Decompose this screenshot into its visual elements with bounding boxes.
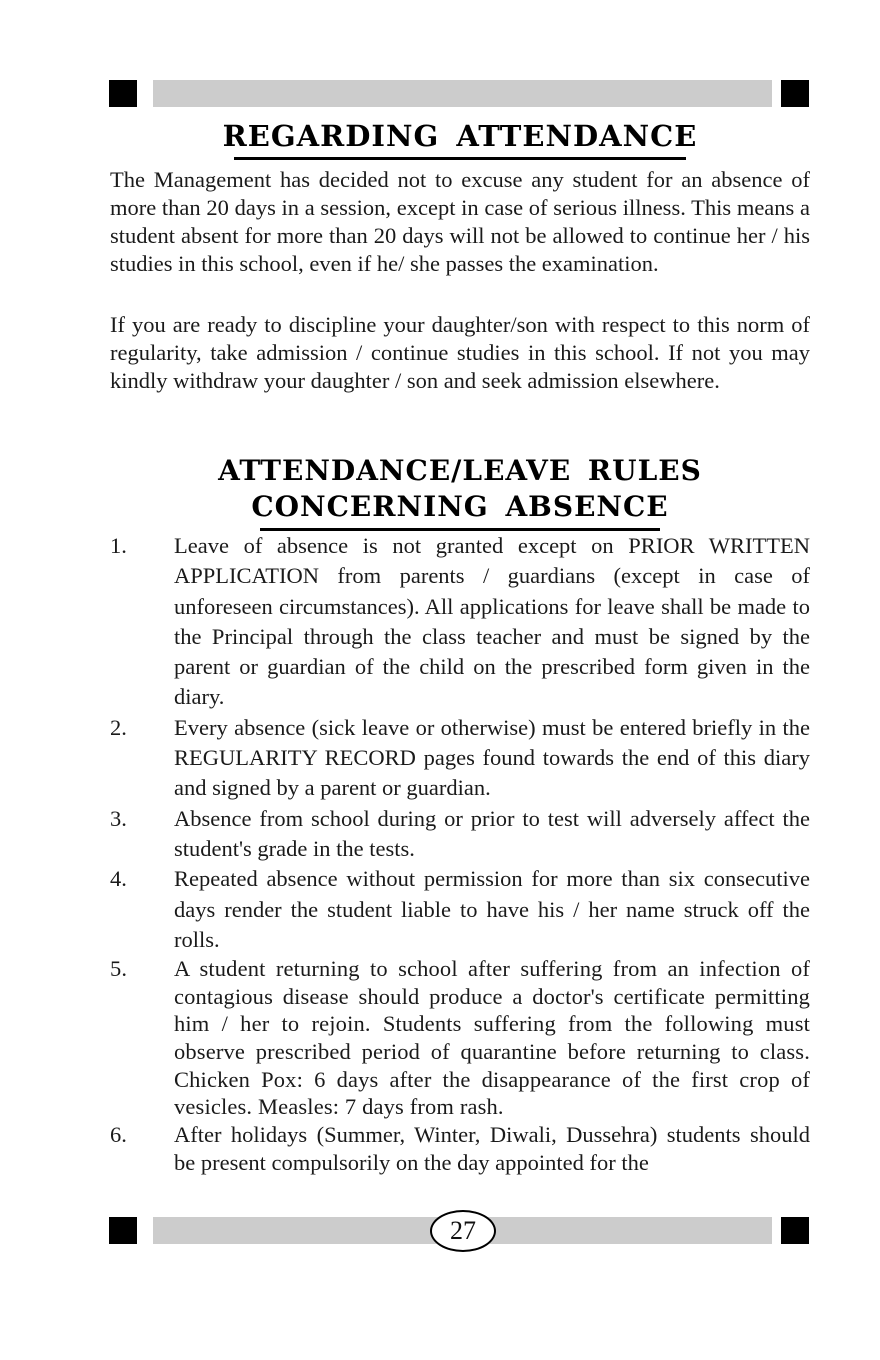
rule-number: 4. — [110, 866, 127, 892]
header-gray-band — [153, 80, 772, 107]
header-right-square — [781, 80, 809, 107]
rule-text: Absence from school during or prior to test will adversely affect the student's grade in the tests. — [174, 805, 810, 861]
rule-text: After holidays (Summer, Winter, Diwali, Dussehra) students should be present compulsorily on the day appointed for the — [174, 1121, 810, 1176]
rule-text: Leave of absence is not granted except on PRIOR WRITTEN APPLICATION from parents / guardians (except in case of unforeseen circumstances). All applications for leave shall be made to the Principal through the class teacher and must be signed by the parent or guardian of the child on the prescribed form given in the diary. — [174, 533, 810, 710]
rule-item — [110, 713, 810, 804]
footer-bar — [109, 1217, 809, 1244]
rule-text: Every absence (sick leave or otherwise) must be entered briefly in the REGULARITY RECORD pages found towards the end of this diary and signed by a parent or guardian. — [174, 714, 810, 801]
rule-number: 2. — [110, 714, 127, 740]
section-title-leave-rules — [0, 453, 880, 525]
rule-item — [110, 531, 810, 713]
footer-right-square — [781, 1217, 809, 1244]
header-left-square — [109, 80, 137, 107]
rule-text: A student returning to school after suffering from an infection of contagious disease should produce a doctor's certificate permitting him / her to rejoin. Students suffering from the following must observe prescribed period of quarantine before returning to class. Chicken Pox: 6 days after the disappearance of the first crop of vesicles. Measles: 7 days from rash. — [174, 956, 810, 1120]
rule-item — [110, 1121, 810, 1178]
rule-number: 6. — [110, 1121, 127, 1147]
section-title-regarding-attendance: REGARDING ATTENDANCE — [222, 119, 698, 153]
section-title-line-2: CONCERNING ABSENCE — [251, 490, 669, 523]
rule-text: Repeated absence without permission for more than six consecutive days render the student liable to have his / her name struck off the rolls. — [174, 866, 810, 952]
footer-left-square — [109, 1217, 137, 1244]
management-policy-paragraph: The Management has decided not to excuse any student for an absence of more than 20 days in a session, except in case of serious illness. This means a student absent for more than 20 days will not be allowed to continue her / his studies in this school, even if he/ she passes the examination. — [110, 167, 810, 276]
rule-item — [110, 804, 810, 865]
discipline-paragraph: If you are ready to discipline your daughter/son with respect to this norm of regularity, take admission / continue studies in this school. If not you may kindly withdraw your daughter / son and seek admission elsewhere. — [110, 312, 810, 393]
rule-number: 1. — [110, 533, 127, 558]
rule-item — [110, 864, 810, 955]
header-bar — [109, 80, 809, 107]
rule-number: 3. — [110, 805, 127, 831]
rule-item — [110, 955, 810, 1121]
title-underline — [234, 157, 686, 160]
rule-number: 5. — [110, 956, 128, 982]
section-title-line-1: ATTENDANCE/LEAVE RULES — [218, 454, 702, 487]
leave-rules-list — [110, 531, 810, 1178]
page-number: 27 — [430, 1210, 496, 1252]
